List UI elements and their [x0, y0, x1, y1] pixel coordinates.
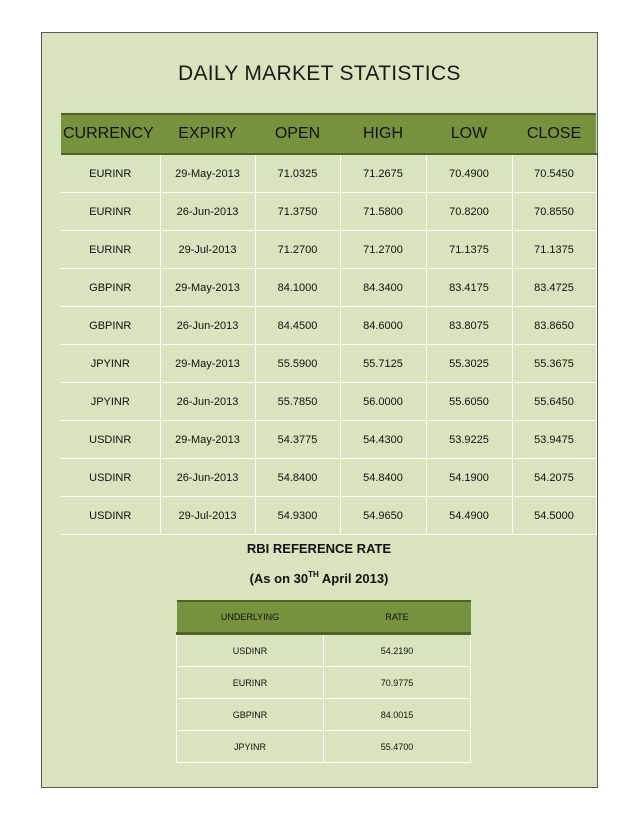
- cell-currency: JPYINR: [61, 345, 160, 383]
- column-header-open: OPEN: [255, 114, 340, 154]
- cell-underlying: JPYINR: [177, 731, 324, 763]
- cell-close: 83.4725: [512, 269, 596, 307]
- rbi-date-suffix: April 2013): [318, 571, 389, 586]
- market-statistics-table: [61, 113, 597, 535]
- cell-expiry: 29-Jul-2013: [160, 231, 255, 269]
- cell-currency: USDINR: [61, 497, 160, 535]
- cell-low: 54.1900: [426, 459, 512, 497]
- rbi-date-superscript: TH: [308, 570, 319, 579]
- table-row: [61, 421, 596, 459]
- table-header-row: [61, 114, 596, 154]
- cell-high: 54.8400: [340, 459, 426, 497]
- cell-rate: 84.0015: [324, 699, 471, 731]
- table-row: [61, 459, 596, 497]
- cell-low: 70.4900: [426, 154, 512, 193]
- cell-high: 54.4300: [340, 421, 426, 459]
- cell-open: 54.8400: [255, 459, 340, 497]
- cell-close: 54.5000: [512, 497, 596, 535]
- rbi-reference-table: [176, 600, 471, 763]
- cell-open: 71.0325: [255, 154, 340, 193]
- cell-low: 54.4900: [426, 497, 512, 535]
- cell-underlying: EURINR: [177, 667, 324, 699]
- cell-open: 55.5900: [255, 345, 340, 383]
- cell-close: 71.1375: [512, 231, 596, 269]
- cell-close: 54.2075: [512, 459, 596, 497]
- cell-expiry: 29-May-2013: [160, 269, 255, 307]
- cell-currency: EURINR: [61, 154, 160, 193]
- rbi-reference-rate-heading: RBI REFERENCE RATE: [246, 541, 392, 556]
- cell-open: 55.7850: [255, 383, 340, 421]
- cell-open: 71.3750: [255, 193, 340, 231]
- column-header-rate: RATE: [324, 601, 471, 634]
- cell-underlying: GBPINR: [177, 699, 324, 731]
- cell-high: 84.3400: [340, 269, 426, 307]
- column-header-expiry: EXPIRY: [160, 114, 255, 154]
- cell-open: 54.9300: [255, 497, 340, 535]
- cell-low: 83.4175: [426, 269, 512, 307]
- table-row: [61, 154, 596, 193]
- column-header-close: CLOSE: [512, 114, 596, 154]
- cell-close: 55.6450: [512, 383, 596, 421]
- table-row: [61, 307, 596, 345]
- rbi-row: [177, 667, 471, 699]
- cell-currency: EURINR: [61, 193, 160, 231]
- cell-high: 71.2675: [340, 154, 426, 193]
- table-row: [61, 383, 596, 421]
- rbi-header-row: [177, 601, 471, 634]
- cell-high: 54.9650: [340, 497, 426, 535]
- cell-currency: GBPINR: [61, 269, 160, 307]
- cell-expiry: 26-Jun-2013: [160, 307, 255, 345]
- rbi-row: [177, 634, 471, 667]
- cell-close: 55.3675: [512, 345, 596, 383]
- cell-open: 84.1000: [255, 269, 340, 307]
- cell-currency: USDINR: [61, 421, 160, 459]
- cell-rate: 70.9775: [324, 667, 471, 699]
- cell-close: 70.8550: [512, 193, 596, 231]
- cell-high: 71.2700: [340, 231, 426, 269]
- cell-currency: GBPINR: [61, 307, 160, 345]
- table-row: [61, 231, 596, 269]
- cell-low: 55.6050: [426, 383, 512, 421]
- cell-expiry: 29-Jul-2013: [160, 497, 255, 535]
- cell-rate: 55.4700: [324, 731, 471, 763]
- rbi-as-on-date: [0, 570, 638, 586]
- column-header-high: HIGH: [340, 114, 426, 154]
- table-row: [61, 497, 596, 535]
- cell-open: 84.4500: [255, 307, 340, 345]
- cell-low: 70.8200: [426, 193, 512, 231]
- cell-low: 83.8075: [426, 307, 512, 345]
- rbi-date-prefix: (As on 30: [249, 571, 309, 586]
- cell-expiry: 29-May-2013: [160, 345, 255, 383]
- cell-expiry: 26-Jun-2013: [160, 383, 255, 421]
- cell-low: 53.9225: [426, 421, 512, 459]
- column-header-underlying: UNDERLYING: [177, 601, 324, 634]
- cell-open: 54.3775: [255, 421, 340, 459]
- cell-low: 71.1375: [426, 231, 512, 269]
- rbi-row: [177, 731, 471, 763]
- cell-rate: 54.2190: [324, 634, 471, 667]
- cell-expiry: 26-Jun-2013: [160, 193, 255, 231]
- cell-expiry: 29-May-2013: [160, 421, 255, 459]
- cell-close: 70.5450: [512, 154, 596, 193]
- cell-high: 71.5800: [340, 193, 426, 231]
- cell-close: 83.8650: [512, 307, 596, 345]
- cell-currency: EURINR: [61, 231, 160, 269]
- table-row: [61, 193, 596, 231]
- rbi-row: [177, 699, 471, 731]
- table-row: [61, 345, 596, 383]
- cell-open: 71.2700: [255, 231, 340, 269]
- cell-high: 84.6000: [340, 307, 426, 345]
- column-header-low: LOW: [426, 114, 512, 154]
- cell-expiry: 29-May-2013: [160, 154, 255, 193]
- column-header-currency: CURRENCY: [61, 114, 160, 154]
- cell-high: 56.0000: [340, 383, 426, 421]
- table-row: [61, 269, 596, 307]
- cell-underlying: USDINR: [177, 634, 324, 667]
- cell-high: 55.7125: [340, 345, 426, 383]
- cell-close: 53.9475: [512, 421, 596, 459]
- cell-low: 55.3025: [426, 345, 512, 383]
- cell-expiry: 26-Jun-2013: [160, 459, 255, 497]
- cell-currency: USDINR: [61, 459, 160, 497]
- page-title: DAILY MARKET STATISTICS: [178, 62, 461, 85]
- cell-currency: JPYINR: [61, 383, 160, 421]
